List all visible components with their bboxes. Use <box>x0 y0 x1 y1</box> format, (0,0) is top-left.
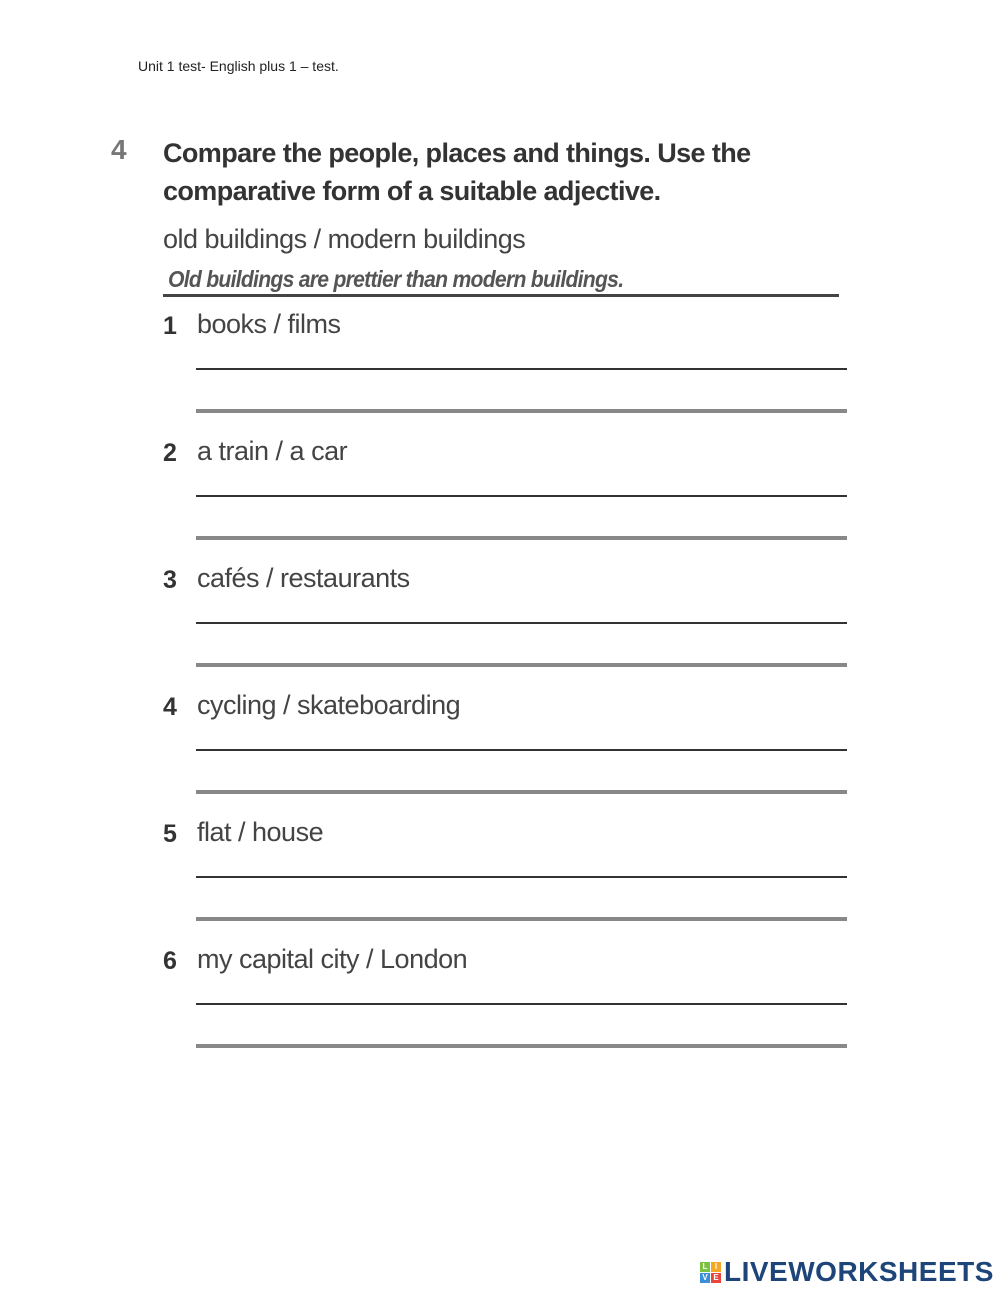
answer-input-6-line-1[interactable] <box>196 975 847 1005</box>
answer-input-3-line-2[interactable] <box>196 635 847 667</box>
item-number: 2 <box>163 439 177 467</box>
item-prompt: cycling / skateboarding <box>197 690 461 720</box>
item-number: 3 <box>163 566 177 594</box>
example-prompt: old buildings / modern buildings <box>163 224 526 254</box>
logo-cube: I <box>711 1262 721 1272</box>
answer-input-2-line-2[interactable] <box>196 508 847 540</box>
logo-cube: V <box>700 1273 710 1283</box>
answer-input-4-line-2[interactable] <box>196 762 847 794</box>
logo-cube: E <box>711 1273 721 1283</box>
answer-input-1-line-2[interactable] <box>196 381 847 413</box>
example-answer: Old buildings are prettier than modern buildings. <box>168 266 624 292</box>
item-number: 6 <box>163 947 177 975</box>
item-prompt: books / films <box>197 309 341 339</box>
answer-input-2-line-1[interactable] <box>196 467 847 497</box>
exercise-item <box>163 690 843 820</box>
item-number: 5 <box>163 820 177 848</box>
exercise-item <box>163 563 843 693</box>
logo-cube: L <box>700 1262 710 1272</box>
item-number: 1 <box>163 312 177 340</box>
example-answer-line <box>163 294 839 297</box>
answer-input-5-line-2[interactable] <box>196 889 847 921</box>
liveworksheets-logo <box>700 1256 994 1288</box>
exercise-item <box>163 817 843 947</box>
answer-input-1-line-1[interactable] <box>196 340 847 370</box>
item-prompt: flat / house <box>197 817 324 847</box>
exercise-instruction <box>163 134 751 210</box>
answer-input-4-line-1[interactable] <box>196 721 847 751</box>
instruction-line: Compare the people, places and things. Use the <box>163 138 751 168</box>
exercise-item <box>163 309 843 439</box>
item-number: 4 <box>163 693 177 721</box>
exercise-item <box>163 436 843 566</box>
exercise-number: 4 <box>111 134 127 165</box>
logo-text: LIVEWORKSHEETS <box>724 1256 994 1287</box>
instruction-line: comparative form of a suitable adjective. <box>163 176 661 206</box>
answer-input-6-line-2[interactable] <box>196 1016 847 1048</box>
exercise-item <box>163 944 843 1074</box>
logo-cubes-icon <box>700 1262 721 1283</box>
answer-input-3-line-1[interactable] <box>196 594 847 624</box>
item-prompt: a train / a car <box>197 436 348 466</box>
answer-input-5-line-1[interactable] <box>196 848 847 878</box>
item-prompt: my capital city / London <box>197 944 468 974</box>
item-prompt: cafés / restaurants <box>197 563 410 593</box>
worksheet-header: Unit 1 test- English plus 1 – test. <box>138 58 339 74</box>
